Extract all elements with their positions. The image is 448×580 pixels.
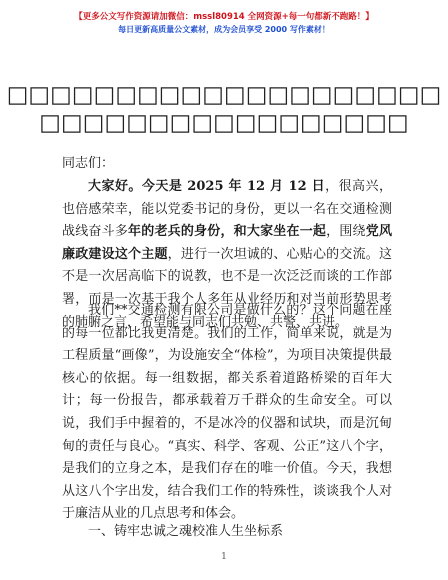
salutation: 同志们：	[62, 156, 115, 171]
emphasis-veteran: 年的老兵的身份，和大家坐在一起	[128, 224, 327, 240]
promo-banner-line2[interactable]: 每日更新高质量公文素材，成为会员享受 2000 写作素材！	[118, 25, 330, 34]
document-title-line2: □□□□□□□□□□□□□□□□□	[39, 110, 409, 136]
promo-banner-line1[interactable]: 【更多公文写作资源请加微信：mssl80914 全网资源+每一句都新不跑路！】	[74, 12, 374, 22]
emphasis-date: 大家好。今天是 2025 年 12 月 12 日	[88, 179, 326, 194]
document-title-line1: □□□□□□□□□□□□□□□□□□□□	[6, 82, 442, 108]
body-paragraph-2: 我们**交通检测有限公司是做什么的？这个问题在座的每一位都比我更清楚。我们的工作，简单来说，就是为工程质量“画像”，为设施安全“体检”，为项目决策提供最核心的依据。每一组数据，都关系着道路桥梁的百年大计；每一份报告，都承载着万千群众的生命安全。可以说，我们手中握着的，不是冰冷的仪器和试块，而是沉甸甸的责任与良心。“真实、科学、客观、公正”这八个字，是我们的立身之本，是我们存在的唯一价值。今天，我想从这八个字出发，结合我们工作的特殊性，谈谈我个人对于廉洁从业的几点思考和体会。	[62, 303, 392, 522]
paragraph-text: ，很高兴，也倍感荣幸，能以党委书记的身份，更以一名在交通检测战线奋斗多	[62, 179, 392, 240]
paragraph-text: ，进行一次坦诚的、心贴心的交流。这不是一次居高临下的说教，也不是一次泛泛而谈的工作部署，而是一次基于我个人多年从业经历和对当前形势思考的肺腑之言，希望能与同志们共勉、共警、共进。	[62, 246, 392, 330]
paragraph-text: ，围绕	[326, 224, 366, 240]
emphasis-theme: 党风廉政建设这个主题	[62, 224, 392, 262]
page-number: 1	[221, 552, 227, 562]
section-heading: 一、铸牢忠诚之魂校准人生坐标系	[88, 524, 284, 539]
